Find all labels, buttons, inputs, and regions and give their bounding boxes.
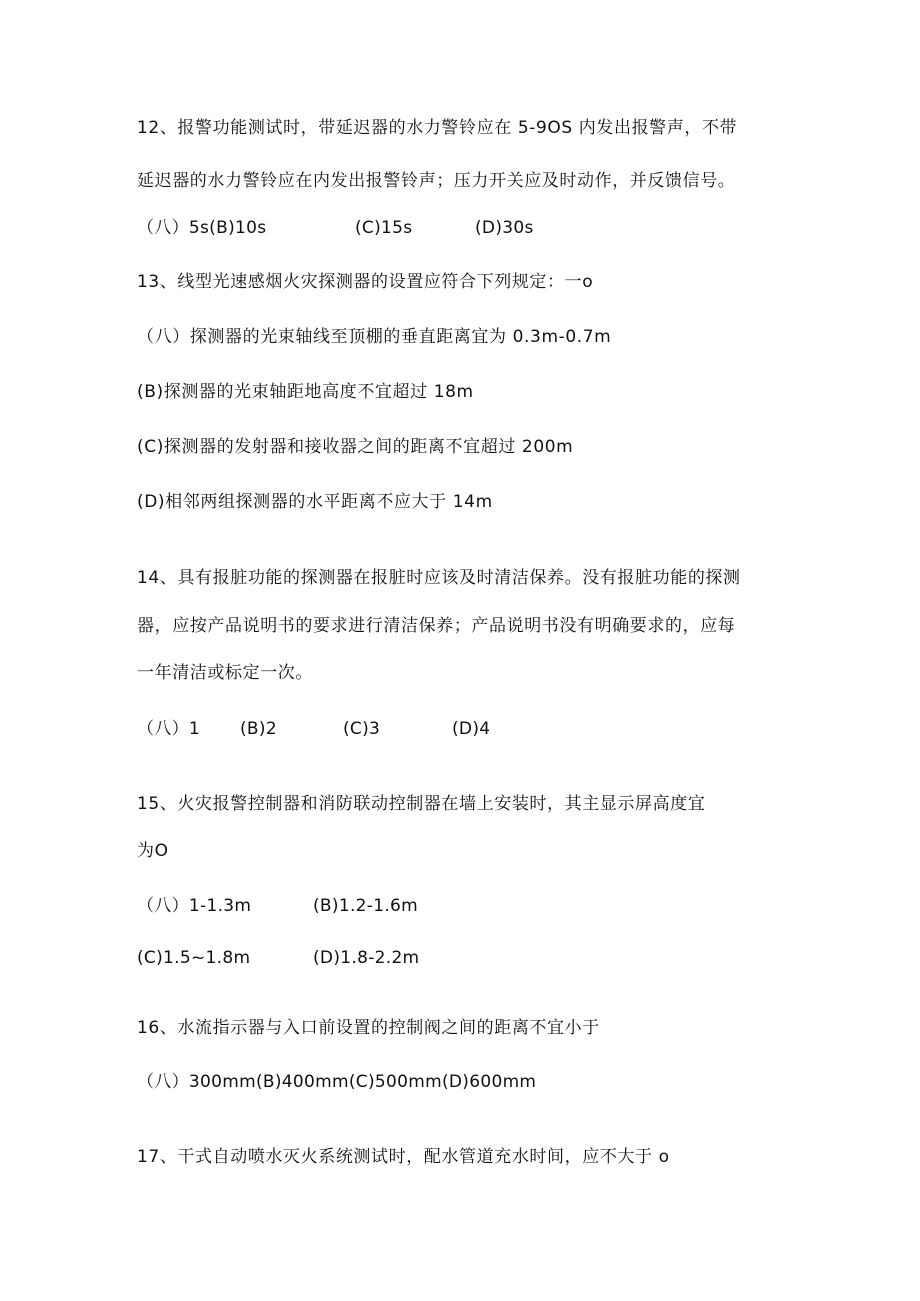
q14-stem-line-3: 一年清洁或标定一次。 [137, 663, 313, 683]
q12-stem-line-2: 延迟器的水力警铃应在内发出报警铃声；压力开关应及时动作，并反馈信号。 [137, 171, 736, 191]
q16-stem: 16、水流指示器与入口前设置的控制阀之间的距离不宜小于 [137, 1018, 600, 1038]
q14-option-c: (C)3 [343, 719, 381, 739]
q13-option-b: (B)探测器的光束轴距地高度不宜超过 18m [137, 382, 474, 402]
q13-option-d: (D)相邻两组探测器的水平距离不应大于 14m [137, 492, 493, 512]
q14-option-b: (B)2 [240, 719, 277, 739]
q12-stem-line-1: 12、报警功能测试时，带延迟器的水力警铃应在 5-9OS 内发出报警声，不带 [137, 118, 738, 138]
q12-option-a-b: （八）5s(B)10s [137, 218, 267, 238]
q13-stem: 13、线型光速感烟火灾探测器的设置应符合下列规定：一o [137, 272, 594, 292]
q12-option-c: (C)15s [355, 218, 413, 238]
q15-option-b: (B)1.2-1.6m [313, 896, 418, 916]
q14-option-a: （八）1 [137, 719, 201, 739]
q15-stem-line-1: 15、火灾报警控制器和消防联动控制器在墙上安装时，其主显示屏高度宜 [137, 794, 706, 814]
q16-options: （八）300mm(B)400mm(C)500mm(D)600mm [137, 1072, 537, 1092]
q15-option-d: (D)1.8-2.2m [313, 948, 420, 968]
q17-stem: 17、干式自动喷水灭火系统测试时，配水管道充水时间，应不大于 o [137, 1147, 670, 1167]
q15-stem-line-2: 为O [137, 841, 169, 861]
q12-option-d: (D)30s [475, 218, 534, 238]
q15-option-c: (C)1.5~1.8m [137, 948, 251, 968]
q14-stem-line-1: 14、具有报脏功能的探测器在报脏时应该及时清洁保养。没有报脏功能的探测 [137, 568, 741, 588]
q14-stem-line-2: 器，应按产品说明书的要求进行清洁保养；产品说明书没有明确要求的，应每 [137, 616, 736, 636]
q13-option-c: (C)探测器的发射器和接收器之间的距离不宜超过 200m [137, 437, 574, 457]
q15-option-a: （八）1-1.3m [137, 896, 252, 916]
q14-option-d: (D)4 [452, 719, 491, 739]
q13-option-a: （八）探测器的光束轴线至顶棚的垂直距离宜为 0.3m-0.7m [137, 327, 612, 347]
